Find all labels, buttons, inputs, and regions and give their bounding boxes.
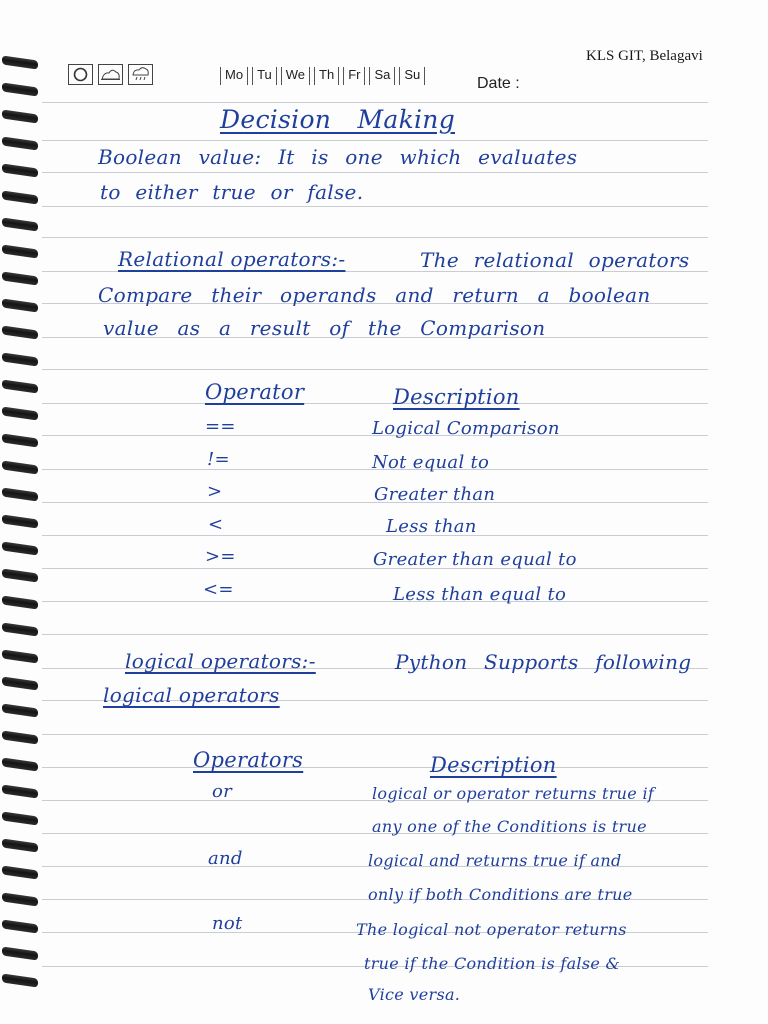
- ruled-line: [42, 206, 708, 207]
- logical-desc: true if the Condition is false &: [364, 954, 621, 973]
- page-title: Decision Making: [220, 105, 456, 134]
- spiral-ring: [2, 487, 38, 501]
- logical-desc: any one of the Conditions is true: [372, 817, 647, 836]
- spiral-ring: [2, 352, 38, 366]
- rain-icon: [128, 64, 153, 85]
- spiral-ring: [2, 271, 38, 285]
- relational-desc: Greater than equal to: [373, 549, 577, 570]
- day-tuesday: Tu: [252, 67, 277, 85]
- logical-col-description: Description: [430, 753, 557, 777]
- ruled-line: [42, 172, 708, 173]
- spiral-ring: [2, 649, 38, 663]
- relational-desc: Less than: [386, 516, 477, 537]
- boolean-line-2: to either true or false.: [100, 180, 364, 204]
- spiral-ring: [2, 379, 38, 393]
- relational-desc: Logical Comparison: [372, 418, 560, 439]
- relational-desc: Not equal to: [372, 452, 490, 473]
- day-friday: Fr: [343, 67, 365, 85]
- day-sunday: Su: [399, 67, 425, 85]
- relational-op: <=: [203, 579, 234, 600]
- spiral-ring: [2, 82, 38, 96]
- day-saturday: Sa: [369, 67, 395, 85]
- relational-line-1: The relational operators: [420, 248, 690, 272]
- spiral-ring: [2, 325, 38, 339]
- ruled-line: [42, 767, 708, 768]
- relational-desc: Less than equal to: [393, 584, 567, 605]
- spiral-ring: [2, 217, 38, 231]
- ruled-line: [42, 369, 708, 370]
- ruled-line: [42, 601, 708, 602]
- boolean-line-1: Boolean value: It is one which evaluates: [98, 145, 578, 169]
- logical-line-2: logical operators: [103, 683, 280, 707]
- logical-desc: logical or operator returns true if: [372, 784, 655, 803]
- logical-desc: Vice versa.: [368, 985, 461, 1004]
- day-thursday: Th: [314, 67, 339, 85]
- spiral-ring: [2, 784, 38, 798]
- spiral-ring: [2, 433, 38, 447]
- spiral-ring: [2, 406, 38, 420]
- logical-col-operator: Operators: [193, 748, 304, 772]
- spiral-ring: [2, 190, 38, 204]
- spiral-ring: [2, 568, 38, 582]
- relational-heading: Relational operators:-: [118, 247, 346, 271]
- day-wednesday: We: [281, 67, 310, 85]
- logical-op: or: [212, 781, 233, 802]
- spiral-ring: [2, 541, 38, 555]
- institute-name: KLS GIT, Belagavi: [586, 48, 703, 64]
- logical-desc: only if both Conditions are true: [368, 885, 633, 904]
- ruled-line: [42, 403, 708, 404]
- logical-line-1: Python Supports following: [395, 650, 692, 674]
- spiral-ring: [2, 514, 38, 528]
- logical-op: not: [212, 913, 243, 934]
- sun-icon: [68, 64, 93, 85]
- spiral-ring: [2, 811, 38, 825]
- spiral-ring: [2, 757, 38, 771]
- relational-op: <: [208, 514, 224, 535]
- logical-heading: logical operators:-: [125, 649, 316, 673]
- relational-op: >=: [205, 546, 236, 567]
- spiral-ring: [2, 136, 38, 150]
- ruled-line: [42, 140, 708, 141]
- relational-op: >: [207, 481, 223, 502]
- spiral-ring: [2, 946, 38, 960]
- spiral-ring: [2, 892, 38, 906]
- day-monday: Mo: [220, 67, 248, 85]
- cloud-icon: [98, 64, 123, 85]
- spiral-ring: [2, 163, 38, 177]
- spiral-ring: [2, 838, 38, 852]
- spiral-ring: [2, 622, 38, 636]
- relational-op: ==: [205, 416, 236, 437]
- date-label: Date :: [477, 75, 520, 92]
- weekday-selector: [220, 67, 425, 85]
- ruled-line: [42, 535, 708, 536]
- relational-op: !=: [207, 449, 230, 470]
- spiral-ring: [2, 298, 38, 312]
- weather-icons: [68, 64, 153, 85]
- spiral-ring: [2, 919, 38, 933]
- spiral-ring: [2, 595, 38, 609]
- relational-desc: Greater than: [374, 484, 496, 505]
- logical-desc: The logical not operator returns: [356, 920, 627, 939]
- spiral-ring: [2, 973, 38, 987]
- relational-col-operator: Operator: [205, 380, 305, 404]
- ruled-line: [42, 102, 708, 103]
- relational-line-2: Compare their operands and return a boolean: [98, 283, 651, 307]
- ruled-line: [42, 237, 708, 238]
- spiral-ring: [2, 244, 38, 258]
- spiral-ring: [2, 55, 38, 69]
- spiral-ring: [2, 703, 38, 717]
- spiral-ring: [2, 865, 38, 879]
- ruled-line: [42, 634, 708, 635]
- spiral-ring: [2, 109, 38, 123]
- spiral-ring: [2, 730, 38, 744]
- ruled-line: [42, 734, 708, 735]
- spiral-ring: [2, 676, 38, 690]
- spiral-binding: [0, 40, 44, 1020]
- logical-op: and: [208, 848, 243, 869]
- relational-line-3: value as a result of the Comparison: [103, 316, 546, 340]
- spiral-ring: [2, 460, 38, 474]
- logical-desc: logical and returns true if and: [368, 851, 622, 870]
- relational-col-description: Description: [393, 385, 520, 409]
